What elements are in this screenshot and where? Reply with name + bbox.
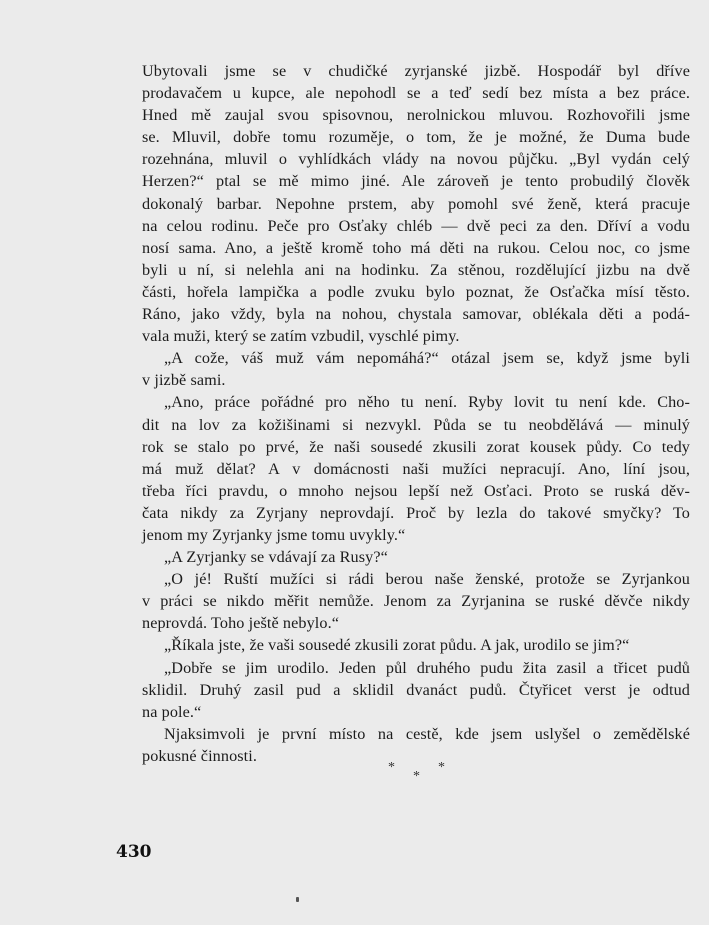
separator-star: * (413, 769, 420, 784)
text-line: „A Zyrjanky se vdávají za Rusy?“ (164, 548, 388, 567)
text-line: byli u ní, si nelehla ani na hodinku. Za stěnou, rozdělující jizbu na dvě (142, 260, 690, 279)
text-line: pokusné činnosti. (142, 746, 258, 765)
text-line: „Říkala jste, že vaši sousedé zkusili zorat půdu. A jak, urodilo se jim?“ (164, 636, 630, 655)
text-line: se. Mluvil, dobře tomu rozuměje, o tom, že je možné, že Duma bude (142, 128, 690, 147)
text-line: sklidil. Druhý zasil pud a sklidil dvanáct pudů. Čtyřicet verst je odtud (142, 680, 690, 699)
text-line: rok se stalo po prvé, že naši sousedé zkusili zorat kousek půdy. Co tedy (142, 437, 690, 456)
page-number: 430 (116, 842, 152, 862)
text-line: „Dobře se jim urodilo. Jeden půl druhého pudu žita zasil a třicet pudů (164, 658, 690, 677)
text-line: jenom my Zyrjanky jsme tomu uvykly.“ (142, 525, 406, 544)
paragraph (142, 60, 690, 347)
text-line: na pole.“ (142, 702, 202, 721)
text-line: nosí sama. Ano, a ještě kromě toho má děti na rukou. Celou noc, co jsme (142, 238, 690, 257)
text-line: v jizbě sami. (142, 371, 226, 390)
text-line: na celou rodinu. Peče pro Osťaky chléb — dvě peci za den. Dříví a vodu (142, 216, 690, 235)
paragraph (142, 347, 690, 391)
paragraph (142, 546, 690, 568)
text-line: má muž dělat? A v domácnosti naši mužíci nepracují. Ano, líní jsou, (142, 459, 690, 478)
text-line: prodavačem u kupce, ale nepohodl se a teď sedí bez místa a bez práce. (142, 84, 690, 103)
paper-speck (296, 897, 299, 902)
text-line: „A cože, váš muž vám nepomáhá?“ otázal jsem se, když jsme byli (164, 349, 690, 368)
paragraph (142, 568, 690, 634)
text-line: Ráno, jako vždy, byla na nohou, chystala samovar, oblékala děti a podá- (142, 305, 690, 324)
text-line: dit na lov za kožišinami si nezvykl. Půda se tu neobdělává — minulý (142, 415, 690, 434)
text-line: Hned mě zaujal svou spisovnou, nerolnickou mluvou. Rozhovořili jsme (142, 106, 690, 125)
text-line: třeba říci pravdu, o mnoho nejsou lepší než Osťaci. Proto se ruská děv- (142, 481, 690, 500)
text-line: vala muži, který se zatím vzbudil, vyschlé pimy. (142, 327, 460, 346)
paragraph (142, 634, 690, 656)
text-line: dokonalý barbar. Nepohne prstem, aby pomohl své ženě, která pracuje (142, 194, 690, 213)
text-line: čata nikdy za Zyrjany neprovdají. Proč by lezla do takové smyčky? To (142, 503, 690, 522)
separator-star: * (438, 760, 445, 775)
text-line: neprovdá. Toho ještě nebylo.“ (142, 614, 340, 633)
text-line: Njaksimvoli je první místo na cestě, kde jsem uslyšel o zemědělské (164, 724, 690, 743)
text-line: části, hořela lampička a podle zvuku bylo poznat, že Osťačka mísí těsto. (142, 282, 690, 301)
text-line: „Ano, práce pořádné pro něho tu není. Ryby lovit tu není kde. Cho- (164, 393, 690, 412)
paragraph (142, 391, 690, 546)
body-text (142, 60, 690, 767)
text-line: Herzen?“ ptal se mě mimo jiné. Ale zároveň je tento probudilý člověk (142, 172, 690, 191)
text-line: „O jé! Ruští mužíci si rádi berou naše ženské, protože se Zyrjankou (164, 570, 690, 589)
text-line: Ubytovali jsme se v chudičké zyrjanské jizbě. Hospodář byl dříve (142, 62, 690, 80)
paragraph (142, 657, 690, 723)
separator-star: * (388, 760, 395, 775)
paragraph (142, 723, 690, 767)
text-line: v práci se nikdo měřit nemůže. Jenom za Zyrjanina se ruské děvče nikdy (142, 592, 690, 611)
text-line: rozehnána, mluvil o vyhlídkách vlády na novou půjčku. „Byl vydán celý (142, 150, 690, 169)
